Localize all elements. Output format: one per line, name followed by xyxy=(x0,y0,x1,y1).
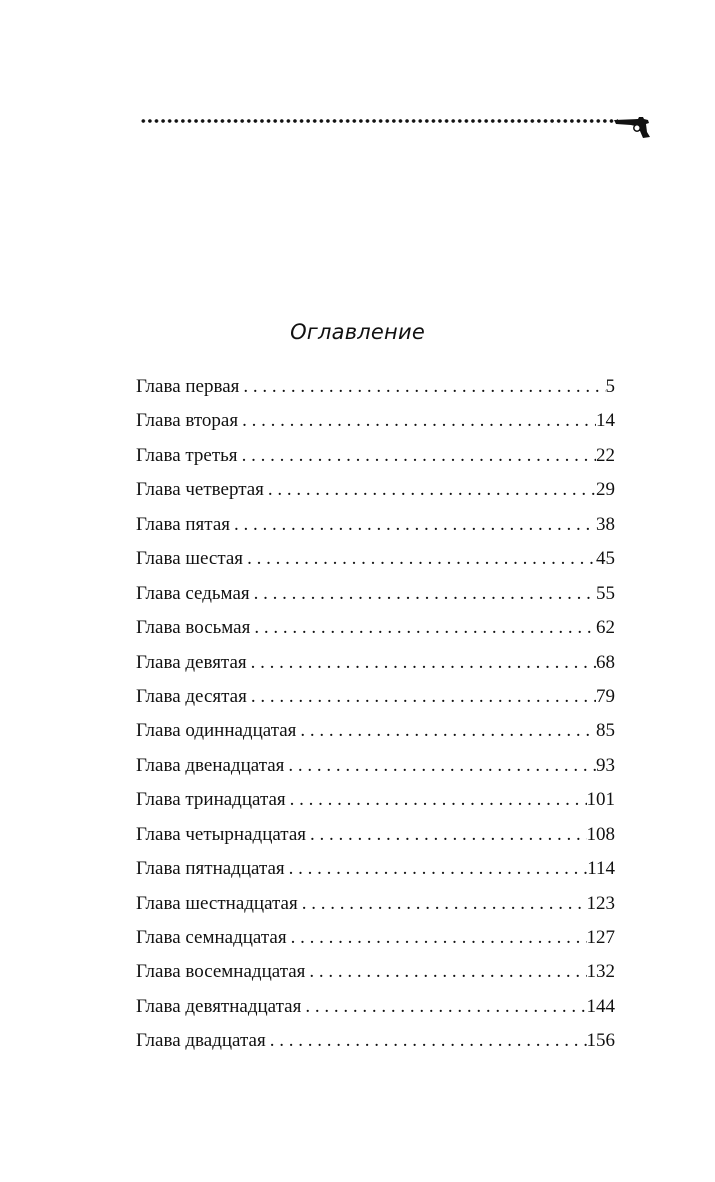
toc-entry-page: 85 xyxy=(596,720,615,742)
toc-entry-page: 14 xyxy=(596,410,615,432)
toc-dot-leader xyxy=(250,614,596,642)
toc-entry-label: Глава четвертая xyxy=(136,479,264,501)
toc-entry-label: Глава шестнадцатая xyxy=(136,892,298,914)
toc-entry-page: 38 xyxy=(596,513,615,535)
toc-entry-label: Глава девятнадцатая xyxy=(136,995,302,1017)
toc-entry-label: Глава девятая xyxy=(136,651,247,673)
toc-entry-label: Глава седьмая xyxy=(136,582,250,604)
toc-entry-label: Глава вторая xyxy=(136,410,239,432)
toc-dot-leader xyxy=(230,511,596,539)
toc-dot-leader xyxy=(286,786,587,814)
toc-entry[interactable] xyxy=(136,580,615,614)
toc-dot-leader xyxy=(250,580,596,608)
toc-entry-page: 114 xyxy=(587,858,615,880)
toc-dot-leader xyxy=(266,1027,587,1055)
toc-entry[interactable] xyxy=(136,614,615,648)
toc-entry-label: Глава десятая xyxy=(136,685,247,707)
toc-entry[interactable] xyxy=(136,683,615,717)
toc-entry-label: Глава восьмая xyxy=(136,617,251,639)
toc-entry-page: 144 xyxy=(586,995,615,1017)
toc-entry-label: Глава двадцатая xyxy=(136,1030,266,1052)
toc-entry-label: Глава одиннадцатая xyxy=(136,720,297,742)
toc-entry-page: 55 xyxy=(596,582,615,604)
toc-entry-label: Глава восемнадцатая xyxy=(136,961,306,983)
toc-entry[interactable] xyxy=(136,511,615,545)
toc-entry-page: 68 xyxy=(596,651,615,673)
toc-entry-page: 29 xyxy=(596,479,615,501)
toc-dot-leader xyxy=(287,924,587,952)
toc-entry[interactable] xyxy=(136,476,615,510)
toc-dot-leader xyxy=(247,649,596,677)
toc-entry[interactable] xyxy=(136,649,615,683)
toc-entry-page: 22 xyxy=(596,444,615,466)
toc-dot-leader xyxy=(243,545,596,573)
toc-entry-page: 93 xyxy=(596,754,615,776)
toc-entry-label: Глава семнадцатая xyxy=(136,927,287,948)
toc-entry[interactable] xyxy=(136,545,615,579)
toc-entry[interactable] xyxy=(136,958,615,992)
toc-entry[interactable] xyxy=(136,821,615,855)
toc-entry-page: 5 xyxy=(605,376,615,397)
toc-dot-leader xyxy=(298,890,587,918)
toc-dot-leader xyxy=(284,752,596,780)
toc-list xyxy=(136,373,615,1062)
toc-entry-page: 127 xyxy=(586,927,615,948)
toc-entry[interactable] xyxy=(136,442,615,476)
toc-dot-leader xyxy=(264,476,596,504)
header-dotted-rule xyxy=(140,116,618,126)
toc-entry-page: 123 xyxy=(586,892,615,914)
revolver-icon xyxy=(612,110,652,140)
toc-entry-label: Глава третья xyxy=(136,444,238,466)
toc-dot-leader xyxy=(285,855,588,883)
toc-entry[interactable] xyxy=(136,924,615,958)
toc-entry-label: Глава четырнадцатая xyxy=(136,823,307,845)
toc-dot-leader xyxy=(296,717,596,745)
toc-dot-leader xyxy=(306,821,586,849)
toc-entry[interactable] xyxy=(136,752,615,786)
toc-entry-label: Глава двенадцатая xyxy=(136,754,285,776)
toc-entry-page: 79 xyxy=(596,685,615,707)
toc-entry[interactable] xyxy=(136,373,615,407)
toc-dot-leader xyxy=(238,442,596,470)
toc-title: Оглавление xyxy=(290,320,425,344)
toc-entry-label: Глава тринадцатая xyxy=(136,789,286,811)
toc-entry-page: 108 xyxy=(586,823,615,845)
toc-dot-leader xyxy=(238,407,596,435)
toc-entry-label: Глава шестая xyxy=(136,548,244,570)
toc-dot-leader xyxy=(305,958,586,986)
toc-entry[interactable] xyxy=(136,1027,615,1061)
toc-dot-leader xyxy=(301,993,586,1021)
toc-entry[interactable] xyxy=(136,890,615,924)
toc-dot-leader xyxy=(239,373,605,401)
toc-entry[interactable] xyxy=(136,993,615,1027)
toc-entry-label: Глава пятая xyxy=(136,513,230,535)
toc-entry[interactable] xyxy=(136,855,615,889)
toc-entry[interactable] xyxy=(136,786,615,820)
toc-entry-page: 132 xyxy=(586,961,615,983)
toc-entry[interactable] xyxy=(136,407,615,441)
toc-dot-leader xyxy=(247,683,596,711)
toc-entry-label: Глава первая xyxy=(136,376,240,397)
toc-entry-label: Глава пятнадцатая xyxy=(136,858,285,880)
toc-entry-page: 156 xyxy=(586,1030,615,1052)
toc-entry[interactable] xyxy=(136,717,615,751)
toc-entry-page: 45 xyxy=(596,548,615,570)
toc-entry-page: 101 xyxy=(586,789,615,811)
toc-entry-page: 62 xyxy=(596,617,615,639)
